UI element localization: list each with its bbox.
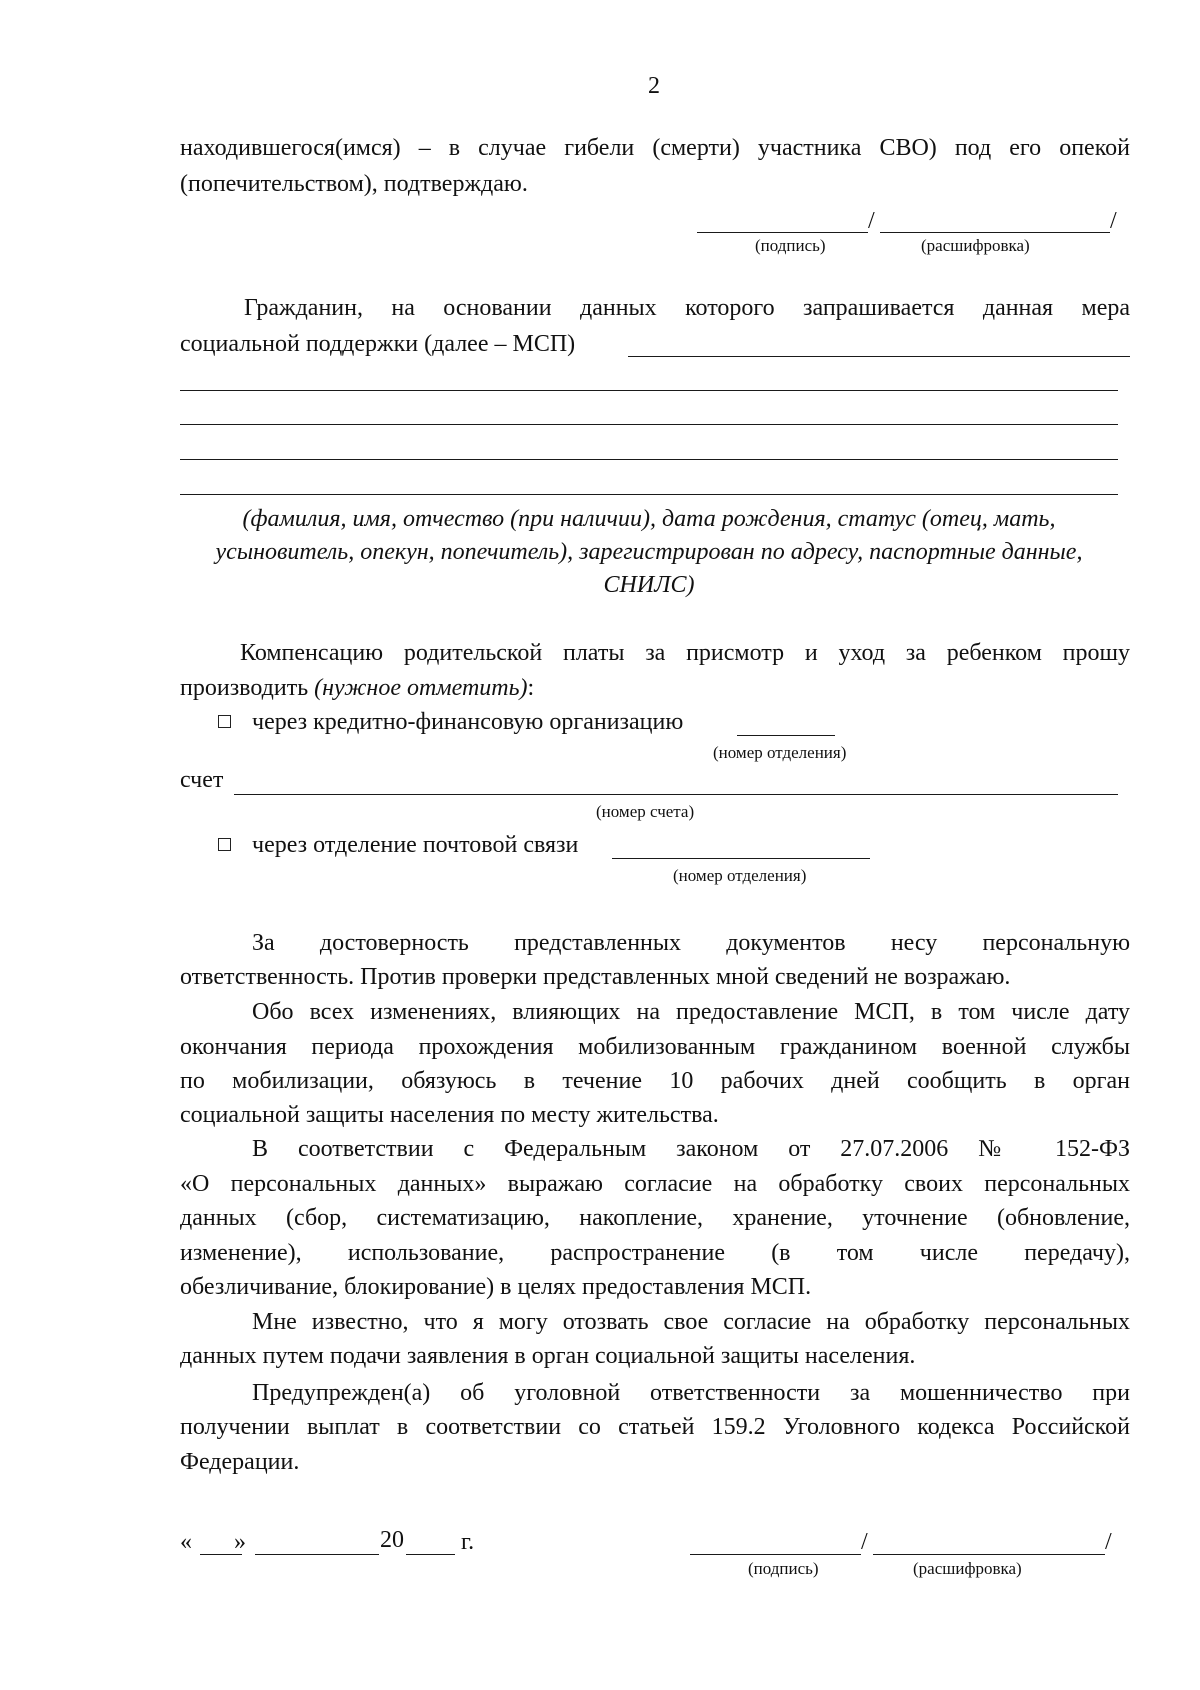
date-year-line	[406, 1554, 455, 1555]
date-year-prefix: 20	[380, 1527, 404, 1553]
para-2-line-2: окончания периода прохождения мобилизованным гражданином военной службы	[180, 1034, 1130, 1060]
compensation-line-2-main: производить	[180, 675, 315, 701]
para-3-line-2: «О персональных данных» выражаю согласие на обработку своих персональных	[180, 1171, 1130, 1197]
signature-slash-2: /	[861, 1529, 868, 1555]
bank-option-label: через кредитно-финансовую организацию	[252, 709, 684, 735]
decoding-slash-1: /	[1110, 208, 1117, 234]
date-month-line	[255, 1554, 379, 1555]
para-2-line-4: социальной защиты населения по месту жительства.	[180, 1102, 719, 1128]
decoding-caption-1: (расшифровка)	[921, 236, 1030, 255]
para-3-line-5: обезличивание, блокирование) в целях предоставления МСП.	[180, 1274, 812, 1300]
citizen-caption-line-3: СНИЛС)	[603, 572, 695, 598]
para-2-line-1: Обо всех изменениях, влияющих на предоставление МСП, в том числе дату	[252, 999, 1130, 1025]
account-caption: (номер счета)	[596, 802, 695, 821]
citizen-fill-line-2	[180, 390, 1118, 391]
compensation-line-2-end: :	[527, 675, 535, 701]
para-3-line-3: данных (сбор, систематизацию, накопление, хранение, уточнение (обновление,	[180, 1205, 1130, 1231]
para-4-line-1: Мне известно, что я могу отозвать свое согласие на обработку персональных	[252, 1309, 1130, 1335]
signature-line-1	[697, 232, 868, 233]
compensation-line-2	[180, 672, 534, 705]
signature-line-2	[690, 1554, 861, 1555]
account-label: счет	[180, 767, 224, 793]
para-3-line-1: В соответствии с Федеральным законом от 27.07.2006 № 152-ФЗ	[252, 1136, 1130, 1162]
para-4-line-2: данных путем подачи заявления в орган социальной защиты населения.	[180, 1343, 916, 1369]
compensation-line-1: Компенсацию родительской платы за присмотр и уход за ребенком прошу	[240, 640, 1130, 666]
post-branch-line	[612, 858, 870, 859]
bank-branch-caption: (номер отделения)	[713, 743, 847, 762]
compensation-note: (нужное отметить)	[314, 675, 528, 701]
bank-branch-line	[737, 735, 835, 736]
citizen-fill-line-1	[628, 356, 1130, 357]
para-5-line-2: получении выплат в соответствии со статьей 159.2 Уголовного кодекса Российской	[180, 1414, 1130, 1440]
para-5-line-1: Предупрежден(а) об уголовной ответственности за мошенничество при	[252, 1380, 1130, 1406]
intro-line-2: (попечительством), подтверждаю.	[180, 171, 528, 197]
date-open-quote: «	[180, 1529, 192, 1555]
para-2-line-3: по мобилизации, обязуюсь в течение 10 рабочих дней сообщить в орган	[180, 1068, 1130, 1094]
post-option-checkbox[interactable]	[218, 838, 231, 851]
account-line	[234, 794, 1118, 795]
para-1-line-2: ответственность. Против проверки представленных мной сведений не возражаю.	[180, 964, 1011, 990]
signature-slash-1: /	[868, 208, 875, 234]
post-branch-caption: (номер отделения)	[673, 866, 807, 885]
decoding-line-2	[873, 1554, 1105, 1555]
post-option-label: через отделение почтовой связи	[252, 832, 579, 858]
citizen-fill-line-5	[180, 494, 1118, 495]
signature-caption-1: (подпись)	[755, 236, 826, 255]
citizen-fill-line-4	[180, 459, 1118, 460]
decoding-line-1	[880, 232, 1110, 233]
citizen-fill-line-3	[180, 424, 1118, 425]
bank-option-checkbox[interactable]	[218, 715, 231, 728]
date-year-suffix: г.	[461, 1529, 475, 1555]
citizen-caption-line-2: усыновитель, опекун, попечитель), зарегистрирован по адресу, паспортные данные,	[215, 539, 1083, 565]
intro-line-1: находившегося(имся) – в случае гибели (смерти) участника СВО) под его опекой	[180, 135, 1130, 161]
citizen-line-2: социальной поддержки (далее – МСП)	[180, 331, 576, 357]
page-number: 2	[648, 73, 660, 99]
para-5-line-3: Федерации.	[180, 1449, 300, 1475]
signature-caption-2: (подпись)	[748, 1559, 819, 1578]
decoding-slash-2: /	[1105, 1529, 1112, 1555]
citizen-line-1: Гражданин, на основании данных которого запрашивается данная мера	[244, 295, 1130, 321]
para-3-line-4: изменение), использование, распространение (в том числе передачу),	[180, 1240, 1130, 1266]
date-close-quote: »	[234, 1529, 246, 1555]
decoding-caption-2: (расшифровка)	[913, 1559, 1022, 1578]
citizen-caption-line-1: (фамилия, имя, отчество (при наличии), дата рождения, статус (отец, мать,	[242, 506, 1056, 532]
para-1-line-1: За достоверность представленных документов несу персональную	[252, 930, 1130, 956]
